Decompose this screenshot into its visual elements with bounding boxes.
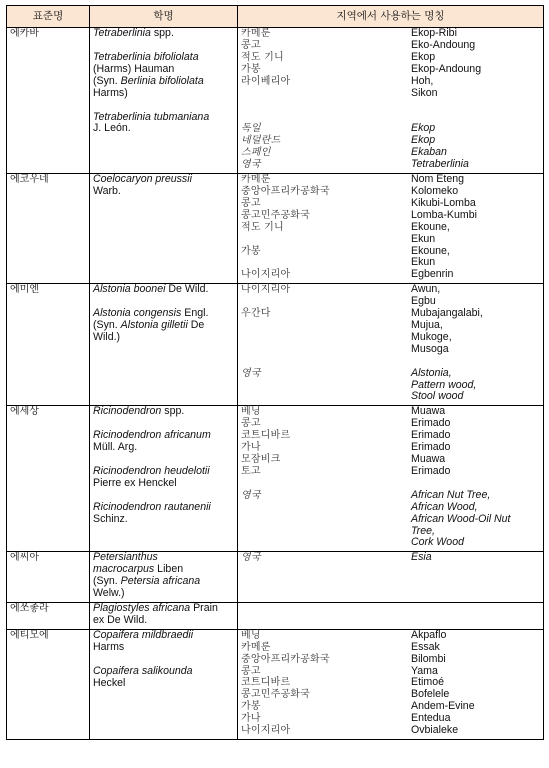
region-label: 코트디바르 xyxy=(241,677,291,689)
region-label xyxy=(241,391,411,403)
local-name-value: Muawa xyxy=(411,453,446,465)
local-name-entry xyxy=(241,552,540,564)
standard-name-cell: 에씨아 xyxy=(7,552,90,603)
local-name-value: Pattern wood, xyxy=(411,378,477,391)
local-name-value: Akpaflo xyxy=(411,628,447,641)
local-name-value: Ekun xyxy=(411,232,436,245)
region-label xyxy=(241,344,411,356)
region-label xyxy=(241,502,411,514)
scientific-name-text: Wild.) xyxy=(93,330,121,343)
region-label: 가나 xyxy=(241,442,261,454)
local-name-value: Ekaban xyxy=(411,146,447,159)
scientific-name-text: Schinz. xyxy=(93,512,128,525)
scientific-name-cell xyxy=(90,284,238,406)
local-names-cell xyxy=(238,406,544,552)
table-row xyxy=(7,174,544,284)
scientific-name-text: Pierre ex Henckel xyxy=(93,477,177,489)
local-names-cell xyxy=(238,28,544,174)
scientific-name-text: (Harms) Hauman xyxy=(93,62,175,75)
header-row xyxy=(7,6,544,28)
local-name-value: Erimado xyxy=(411,429,451,442)
local-name-entry xyxy=(241,466,540,478)
local-name-entry xyxy=(241,222,540,234)
standard-name-cell: 에미엔 xyxy=(7,284,90,406)
local-name-entry xyxy=(241,296,540,308)
scientific-name-text: spp. xyxy=(150,27,174,39)
local-name-value: Hoh, xyxy=(411,74,434,87)
local-name-value: Egbu xyxy=(411,295,436,308)
standard-name-cell: 에카바 xyxy=(7,28,90,174)
local-name-value: Ekoune, xyxy=(411,244,450,257)
local-name-entry xyxy=(241,174,540,186)
local-name-value: African Wood-Oil Nut xyxy=(411,512,511,525)
scientific-name-text: Plagiostyles africana xyxy=(93,601,191,614)
region-label xyxy=(241,332,411,344)
local-name-value: Sikon xyxy=(411,86,438,99)
scientific-name-text: Warb. xyxy=(93,184,121,197)
local-name-entry xyxy=(241,654,540,666)
standard-name-cell: 에쏘좋라 xyxy=(7,602,90,629)
scientific-name-cell xyxy=(90,602,238,629)
local-name-entry xyxy=(241,406,540,418)
scientific-name-text: De Wild. xyxy=(165,283,209,296)
local-name-value: Entedua xyxy=(411,712,451,725)
region-label: 가봉 xyxy=(241,245,261,257)
region-label: 영국 xyxy=(241,489,261,501)
scientific-name-text: Liben xyxy=(154,563,184,576)
local-name-value: Awun, xyxy=(411,283,441,296)
local-name-entry xyxy=(241,198,540,210)
local-name-value: Ekun xyxy=(411,256,436,269)
region-label xyxy=(241,88,411,100)
scientific-name-text: Ricinodendron xyxy=(93,405,162,418)
scientific-name-text: Tetraberlinia xyxy=(93,27,151,39)
local-name-value: Ekop xyxy=(411,122,436,135)
local-name-entry xyxy=(241,186,540,198)
local-name-entry xyxy=(241,454,540,466)
scientific-name-text: Heckel xyxy=(93,676,126,689)
region-label: 스페인 xyxy=(241,147,271,159)
scientific-name-text: Ricinodendron heudelotii xyxy=(93,465,210,478)
header-standard-name: 표준명 xyxy=(7,6,90,28)
local-name-entry xyxy=(241,630,540,642)
scientific-name-text: Alstonia congensis xyxy=(93,307,182,320)
wood-name-table xyxy=(6,5,544,740)
scientific-name-text: Copaifera mildbraedii xyxy=(93,628,194,641)
local-name-value: Kikubi-Lomba xyxy=(411,196,476,209)
scientific-name-text: De xyxy=(187,319,205,332)
region-label: 중앙아프리카공화국 xyxy=(241,653,330,665)
local-name-value: Ekop-Ribi xyxy=(411,27,457,39)
local-name-entry xyxy=(241,677,540,689)
scientific-name-text: (Syn. xyxy=(93,575,121,588)
scientific-name-text: Tetraberlinia bifoliolata xyxy=(93,50,199,63)
local-names-cell xyxy=(238,629,544,739)
region-label xyxy=(241,537,411,549)
region-label: 토고 xyxy=(241,465,261,477)
region-label: 모잠비크 xyxy=(241,454,281,465)
region-label: 카메룬 xyxy=(241,641,271,653)
local-name-entry xyxy=(241,430,540,442)
region-label: 나이지리아 xyxy=(241,284,291,296)
local-names-cell xyxy=(238,174,544,284)
scientific-name-text: Petersia africana xyxy=(120,575,201,588)
local-name-entry xyxy=(241,713,540,725)
table-row xyxy=(7,28,544,174)
local-name-value: Essak xyxy=(411,640,440,653)
region-label xyxy=(241,514,411,526)
local-name-entry xyxy=(241,380,540,392)
local-name-value: Nom Eteng xyxy=(411,173,464,186)
table-row xyxy=(7,629,544,739)
scientific-name-text: Tetraberlinia tubmaniana xyxy=(93,110,210,123)
local-name-value: Ekoune, xyxy=(411,220,450,233)
local-name-entry xyxy=(241,257,540,269)
region-label: 콩고 xyxy=(241,418,261,430)
local-names-cell xyxy=(238,552,544,603)
local-name-value: Stool wood xyxy=(411,390,464,403)
region-label xyxy=(241,380,411,392)
scientific-name-text: Coelocaryon preussii xyxy=(93,173,192,186)
region-label xyxy=(241,526,411,538)
region-label: 라이베리아 xyxy=(241,75,291,87)
local-name-entry xyxy=(241,246,540,258)
region-label: 카메룬 xyxy=(241,28,271,39)
scientific-name-text: Engl. xyxy=(181,307,209,320)
local-name-entry xyxy=(241,234,540,246)
local-name-entry xyxy=(241,701,540,713)
local-name-entry xyxy=(241,269,540,281)
local-name-entry xyxy=(241,123,540,135)
local-name-entry xyxy=(241,52,540,64)
local-name-value: Muawa xyxy=(411,405,446,418)
local-name-entry xyxy=(241,442,540,454)
scientific-name-cell xyxy=(90,629,238,739)
local-name-value: Tree, xyxy=(411,524,435,537)
scientific-name-text: Harms) xyxy=(93,86,128,99)
region-label: 우간다 xyxy=(241,308,271,320)
region-label: 가봉 xyxy=(241,701,261,713)
region-label: 적도 기니 xyxy=(241,221,284,233)
region-label: 콩고 xyxy=(241,665,261,677)
table-row xyxy=(7,602,544,629)
local-name-entry xyxy=(241,88,540,100)
local-name-entry xyxy=(241,64,540,76)
scientific-name-text: Ricinodendron rautanenii xyxy=(93,500,211,513)
local-name-entry xyxy=(241,28,540,40)
local-name-value: Erimado xyxy=(411,464,451,477)
region-label: 독일 xyxy=(241,123,261,135)
scientific-name-text: Prain xyxy=(190,601,218,614)
local-name-value: Kolomeko xyxy=(411,184,459,197)
local-name-entry xyxy=(241,526,540,538)
local-name-entry xyxy=(241,689,540,701)
local-name-value: Lomba-Kumbi xyxy=(411,208,477,221)
local-name-entry xyxy=(241,284,540,296)
local-name-value: Mujua, xyxy=(411,318,443,331)
header-local-names: 지역에서 사용하는 명칭 xyxy=(238,6,544,28)
standard-name-cell: 에세상 xyxy=(7,406,90,552)
local-name-value: African Wood, xyxy=(411,500,478,513)
local-name-value: Eko-Andoung xyxy=(411,38,476,51)
region-label: 코트디바르 xyxy=(241,430,291,442)
local-name-value: Erimado xyxy=(411,417,451,430)
table-body xyxy=(7,28,544,740)
local-name-value: Cork Wood xyxy=(411,536,464,549)
local-name-value: Etimoé xyxy=(411,676,444,689)
local-name-entry xyxy=(241,642,540,654)
region-label: 중앙아프리카공화국 xyxy=(241,185,330,197)
local-name-entry xyxy=(241,320,540,332)
scientific-name-text: ex De Wild. xyxy=(93,613,148,626)
local-name-entry xyxy=(241,308,540,320)
table-row xyxy=(7,284,544,406)
region-label: 카메룬 xyxy=(241,174,271,186)
local-name-entry xyxy=(241,490,540,502)
local-name-value: Ovbialeke xyxy=(411,724,459,737)
region-label: 콩고 xyxy=(241,39,261,51)
scientific-name-text: Berlinia bifoliolata xyxy=(120,74,204,87)
local-name-entry xyxy=(241,502,540,514)
local-name-entry xyxy=(241,210,540,222)
region-label: 베닝 xyxy=(241,406,261,418)
local-name-value: Andem-Evine xyxy=(411,700,475,713)
scientific-name-text: Welw.) xyxy=(93,587,125,600)
local-name-entry xyxy=(241,725,540,737)
local-name-value: Mukoge, xyxy=(411,330,452,343)
region-label: 콩고민주공화국 xyxy=(241,689,311,701)
local-name-value: Egbenrin xyxy=(411,268,454,281)
local-name-value: Ekop-Andoung xyxy=(411,62,482,75)
scientific-name-cell xyxy=(90,552,238,603)
scientific-name-text: J. León. xyxy=(93,122,131,135)
region-label: 베닝 xyxy=(241,629,261,641)
region-label xyxy=(241,234,411,246)
local-name-entry xyxy=(241,537,540,549)
local-name-value: Bilombi xyxy=(411,652,446,665)
region-label: 콩고민주공화국 xyxy=(241,209,311,221)
local-names-cell xyxy=(238,284,544,406)
region-label: 나이지리아 xyxy=(241,269,291,281)
local-name-value: Ekop xyxy=(411,134,436,147)
scientific-name-text: Alstonia boonei xyxy=(93,283,166,296)
region-label: 영국 xyxy=(241,552,261,564)
region-label: 콩고 xyxy=(241,197,261,209)
local-name-value: African Nut Tree, xyxy=(411,488,491,501)
region-label xyxy=(241,257,411,269)
local-name-entry xyxy=(241,159,540,171)
region-label: 적도 기니 xyxy=(241,51,284,63)
scientific-name-text: macrocarpus xyxy=(93,563,155,576)
local-name-entry xyxy=(241,368,540,380)
local-name-entry xyxy=(241,76,540,88)
scientific-name-text: Harms xyxy=(93,640,125,653)
scientific-name-text: Petersianthus xyxy=(93,551,158,564)
local-name-value: Musoga xyxy=(411,342,449,355)
standard-name-cell: 에코우네 xyxy=(7,174,90,284)
local-name-entry xyxy=(241,666,540,678)
table-row xyxy=(7,552,544,603)
scientific-name-text: Müll. Arg. xyxy=(93,441,138,454)
scientific-name-text: Copaifera salikounda xyxy=(93,664,193,677)
local-name-entry xyxy=(241,418,540,430)
region-label: 나이지리아 xyxy=(241,725,291,737)
scientific-name-cell xyxy=(90,406,238,552)
region-label: 네덜란드 xyxy=(241,135,281,147)
local-name-entry xyxy=(241,344,540,356)
scientific-name-cell xyxy=(90,174,238,284)
header-scientific-name: 학명 xyxy=(90,6,238,28)
local-name-value: Bofelele xyxy=(411,688,450,701)
local-name-entry xyxy=(241,332,540,344)
local-name-value: Ekop xyxy=(411,50,436,63)
local-name-entry xyxy=(241,391,540,403)
local-name-value: Yama xyxy=(411,664,438,677)
table-row xyxy=(7,406,544,552)
local-name-value: Mubajangalabi, xyxy=(411,307,483,320)
region-label: 가봉 xyxy=(241,63,261,75)
region-label xyxy=(241,296,411,308)
scientific-name-text: Alstonia gilletii xyxy=(120,319,188,332)
region-label: 가나 xyxy=(241,713,261,725)
scientific-name-text: spp. xyxy=(161,405,185,418)
scientific-name-cell xyxy=(90,28,238,174)
region-label xyxy=(241,320,411,332)
local-name-value: Alstonia, xyxy=(411,366,452,379)
local-name-entry xyxy=(241,40,540,52)
local-names-cell xyxy=(238,602,544,629)
standard-name-cell: 에티모에 xyxy=(7,629,90,739)
local-name-value: Erimado xyxy=(411,441,451,454)
region-label: 영국 xyxy=(241,159,261,171)
local-name-value: Esia xyxy=(411,551,432,564)
local-name-entry xyxy=(241,135,540,147)
scientific-name-text: (Syn. xyxy=(93,319,121,332)
local-name-entry xyxy=(241,514,540,526)
region-label: 영국 xyxy=(241,367,261,379)
local-name-value: Tetraberlinia xyxy=(411,158,469,171)
local-name-entry xyxy=(241,147,540,159)
scientific-name-text: Ricinodendron africanum xyxy=(93,429,211,442)
scientific-name-text: (Syn. xyxy=(93,74,121,87)
